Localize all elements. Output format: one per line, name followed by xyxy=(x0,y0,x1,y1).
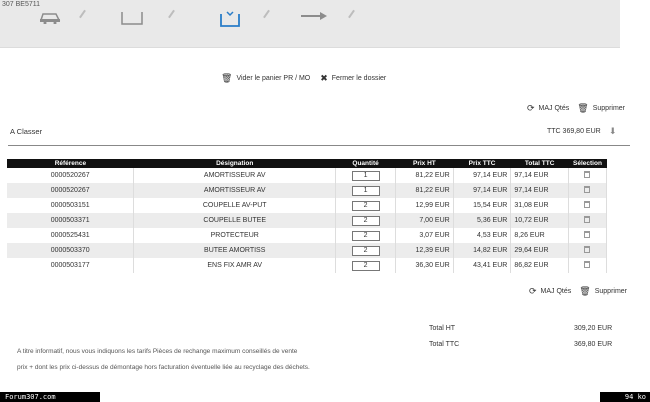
quantity-input[interactable]: 1 xyxy=(352,171,380,181)
trash-icon[interactable] xyxy=(584,201,590,208)
folder-icon xyxy=(120,10,144,26)
cell-price-ttc: 15,54 EUR xyxy=(453,198,511,213)
cell-price-ttc: 97,14 EUR xyxy=(453,168,511,183)
empty-cart-link[interactable]: Vider le panier PR / MO xyxy=(236,75,311,82)
trash-icon: 🗑 xyxy=(579,286,591,296)
cell-price-ttc: 4,53 EUR xyxy=(453,228,511,243)
cell-price-ht: 3,07 EUR xyxy=(396,228,454,243)
trash-icon[interactable] xyxy=(584,231,590,238)
truck-icon xyxy=(300,10,330,24)
cell-price-ttc: 97,14 EUR xyxy=(453,183,511,198)
quantity-input[interactable]: 1 xyxy=(352,186,380,196)
notice-line-1: A titre informatif, nous vous indiquons les tarifs Pièces de rechange maximum conseillés de vente xyxy=(17,348,298,355)
cell-total-ttc: 8,26 EUR xyxy=(511,228,569,243)
col-header-reference: Référence xyxy=(7,159,134,168)
refresh-icon: ⟳ xyxy=(527,103,535,113)
cell-price-ht: 81,22 EUR xyxy=(396,168,454,183)
cell-selection xyxy=(568,168,606,183)
vehicle-id: 307 BE5711 xyxy=(2,1,41,8)
col-header-quantity: Quantité xyxy=(336,159,396,168)
total-ht-value: 309,20 EUR xyxy=(574,325,613,332)
col-header-designation: Désignation xyxy=(134,159,336,168)
car-icon xyxy=(38,10,62,24)
cell-selection xyxy=(568,198,606,213)
forum-watermark: Forum307.com xyxy=(0,392,100,402)
col-header-selection: Sélection xyxy=(568,159,606,168)
cell-price-ht: 81,22 EUR xyxy=(396,183,454,198)
cell-selection xyxy=(568,228,606,243)
section-title: A Classer xyxy=(10,127,43,136)
cart-actions xyxy=(221,73,396,84)
cell-reference: 0000503151 xyxy=(7,198,134,213)
step-separator xyxy=(168,10,175,19)
step-separator xyxy=(263,10,270,19)
quantity-input[interactable]: 2 xyxy=(352,231,380,241)
cell-total-ttc: 97,14 EUR xyxy=(511,183,569,198)
cell-reference: 0000520267 xyxy=(7,183,134,198)
quantity-input[interactable]: 2 xyxy=(352,246,380,256)
cell-designation: ENS FIX AMR AV xyxy=(134,258,336,273)
cell-reference: 0000520267 xyxy=(7,168,134,183)
cell-selection xyxy=(568,258,606,273)
quantity-input[interactable]: 2 xyxy=(352,201,380,211)
cell-total-ttc: 97,14 EUR xyxy=(511,168,569,183)
cell-reference: 0000525431 xyxy=(7,228,134,243)
cell-price-ht: 7,00 EUR xyxy=(396,213,454,228)
arrow-down-icon[interactable]: ⬇ xyxy=(609,126,617,136)
step-folder[interactable] xyxy=(120,10,144,26)
parts-table xyxy=(7,159,607,273)
trash-icon[interactable] xyxy=(584,261,590,268)
cell-price-ht: 12,99 EUR xyxy=(396,198,454,213)
cart-folder-icon xyxy=(219,10,241,28)
divider xyxy=(8,145,630,146)
step-cart-folder[interactable] xyxy=(219,10,241,28)
col-header-price-ht: Prix HT xyxy=(396,159,454,168)
toolbar-bottom xyxy=(529,286,635,297)
delete-button[interactable]: Supprimer xyxy=(594,288,628,295)
step-truck[interactable] xyxy=(300,10,330,24)
cell-selection xyxy=(568,183,606,198)
cell-quantity xyxy=(336,183,396,198)
table-row xyxy=(7,198,607,213)
cell-price-ht: 36,30 EUR xyxy=(396,258,454,273)
trash-icon[interactable] xyxy=(584,246,590,253)
cell-quantity xyxy=(336,168,396,183)
cell-designation: PROTECTEUR xyxy=(134,228,336,243)
table-row xyxy=(7,183,607,198)
refresh-icon: ⟳ xyxy=(529,286,537,296)
cell-reference: 0000503371 xyxy=(7,213,134,228)
total-ttc-label: Total TTC xyxy=(429,341,460,348)
col-header-price-ttc: Prix TTC xyxy=(453,159,511,168)
col-header-total-ttc: Total TTC xyxy=(511,159,569,168)
close-icon: ✖ xyxy=(320,73,328,83)
cell-quantity xyxy=(336,228,396,243)
table-header-row xyxy=(7,159,607,168)
table-row xyxy=(7,228,607,243)
cell-price-ht: 12,39 EUR xyxy=(396,243,454,258)
file-size-label: 94 ko xyxy=(600,392,650,402)
cell-quantity xyxy=(336,258,396,273)
trash-icon[interactable] xyxy=(584,216,590,223)
notice-line-2: prix + dont les prix ci-dessus de démontage hors facturation éventuelle liée au recyclage des déchets. xyxy=(17,364,310,371)
total-ttc-value: 369,80 EUR xyxy=(574,341,613,348)
cell-total-ttc: 31,08 EUR xyxy=(511,198,569,213)
table-row xyxy=(7,243,607,258)
table-row xyxy=(7,168,607,183)
cell-quantity xyxy=(336,198,396,213)
trash-icon[interactable] xyxy=(584,186,590,193)
step-separator xyxy=(348,10,355,19)
table-row xyxy=(7,213,607,228)
cell-designation: COUPELLE BUTEE xyxy=(134,213,336,228)
cell-quantity xyxy=(336,243,396,258)
step-bar xyxy=(0,0,620,48)
cell-reference: 0000503370 xyxy=(7,243,134,258)
quantity-input[interactable]: 2 xyxy=(352,261,380,271)
step-separator xyxy=(79,10,86,19)
cell-price-ttc: 5,36 EUR xyxy=(453,213,511,228)
cell-total-ttc: 10,72 EUR xyxy=(511,213,569,228)
trash-icon[interactable] xyxy=(584,171,590,178)
toolbar-top xyxy=(527,103,633,114)
cell-selection xyxy=(568,243,606,258)
trash-icon: 🗑 xyxy=(577,103,589,113)
update-qty-button[interactable]: MAJ Qtés xyxy=(538,105,570,112)
section-ttc-total: TTC 369,80 EUR xyxy=(547,128,601,135)
cell-designation: BUTEE AMORTISS xyxy=(134,243,336,258)
update-qty-button[interactable]: MAJ Qtés xyxy=(540,288,572,295)
cell-price-ttc: 14,82 EUR xyxy=(453,243,511,258)
cell-designation: AMORTISSEUR AV xyxy=(134,168,336,183)
cell-selection xyxy=(568,213,606,228)
delete-button[interactable]: Supprimer xyxy=(592,105,626,112)
cell-total-ttc: 29,64 EUR xyxy=(511,243,569,258)
cell-price-ttc: 43,41 EUR xyxy=(453,258,511,273)
close-folder-link[interactable]: Fermer le dossier xyxy=(331,75,387,82)
quantity-input[interactable]: 2 xyxy=(352,216,380,226)
cell-designation: AMORTISSEUR AV xyxy=(134,183,336,198)
total-ht-label: Total HT xyxy=(429,325,456,332)
cell-quantity xyxy=(336,213,396,228)
cell-designation: COUPELLE AV-PUT xyxy=(134,198,336,213)
trash-icon: 🗑 xyxy=(221,73,233,83)
cell-reference: 0000503177 xyxy=(7,258,134,273)
step-car[interactable] xyxy=(38,10,62,24)
table-row xyxy=(7,258,607,273)
cell-total-ttc: 86,82 EUR xyxy=(511,258,569,273)
